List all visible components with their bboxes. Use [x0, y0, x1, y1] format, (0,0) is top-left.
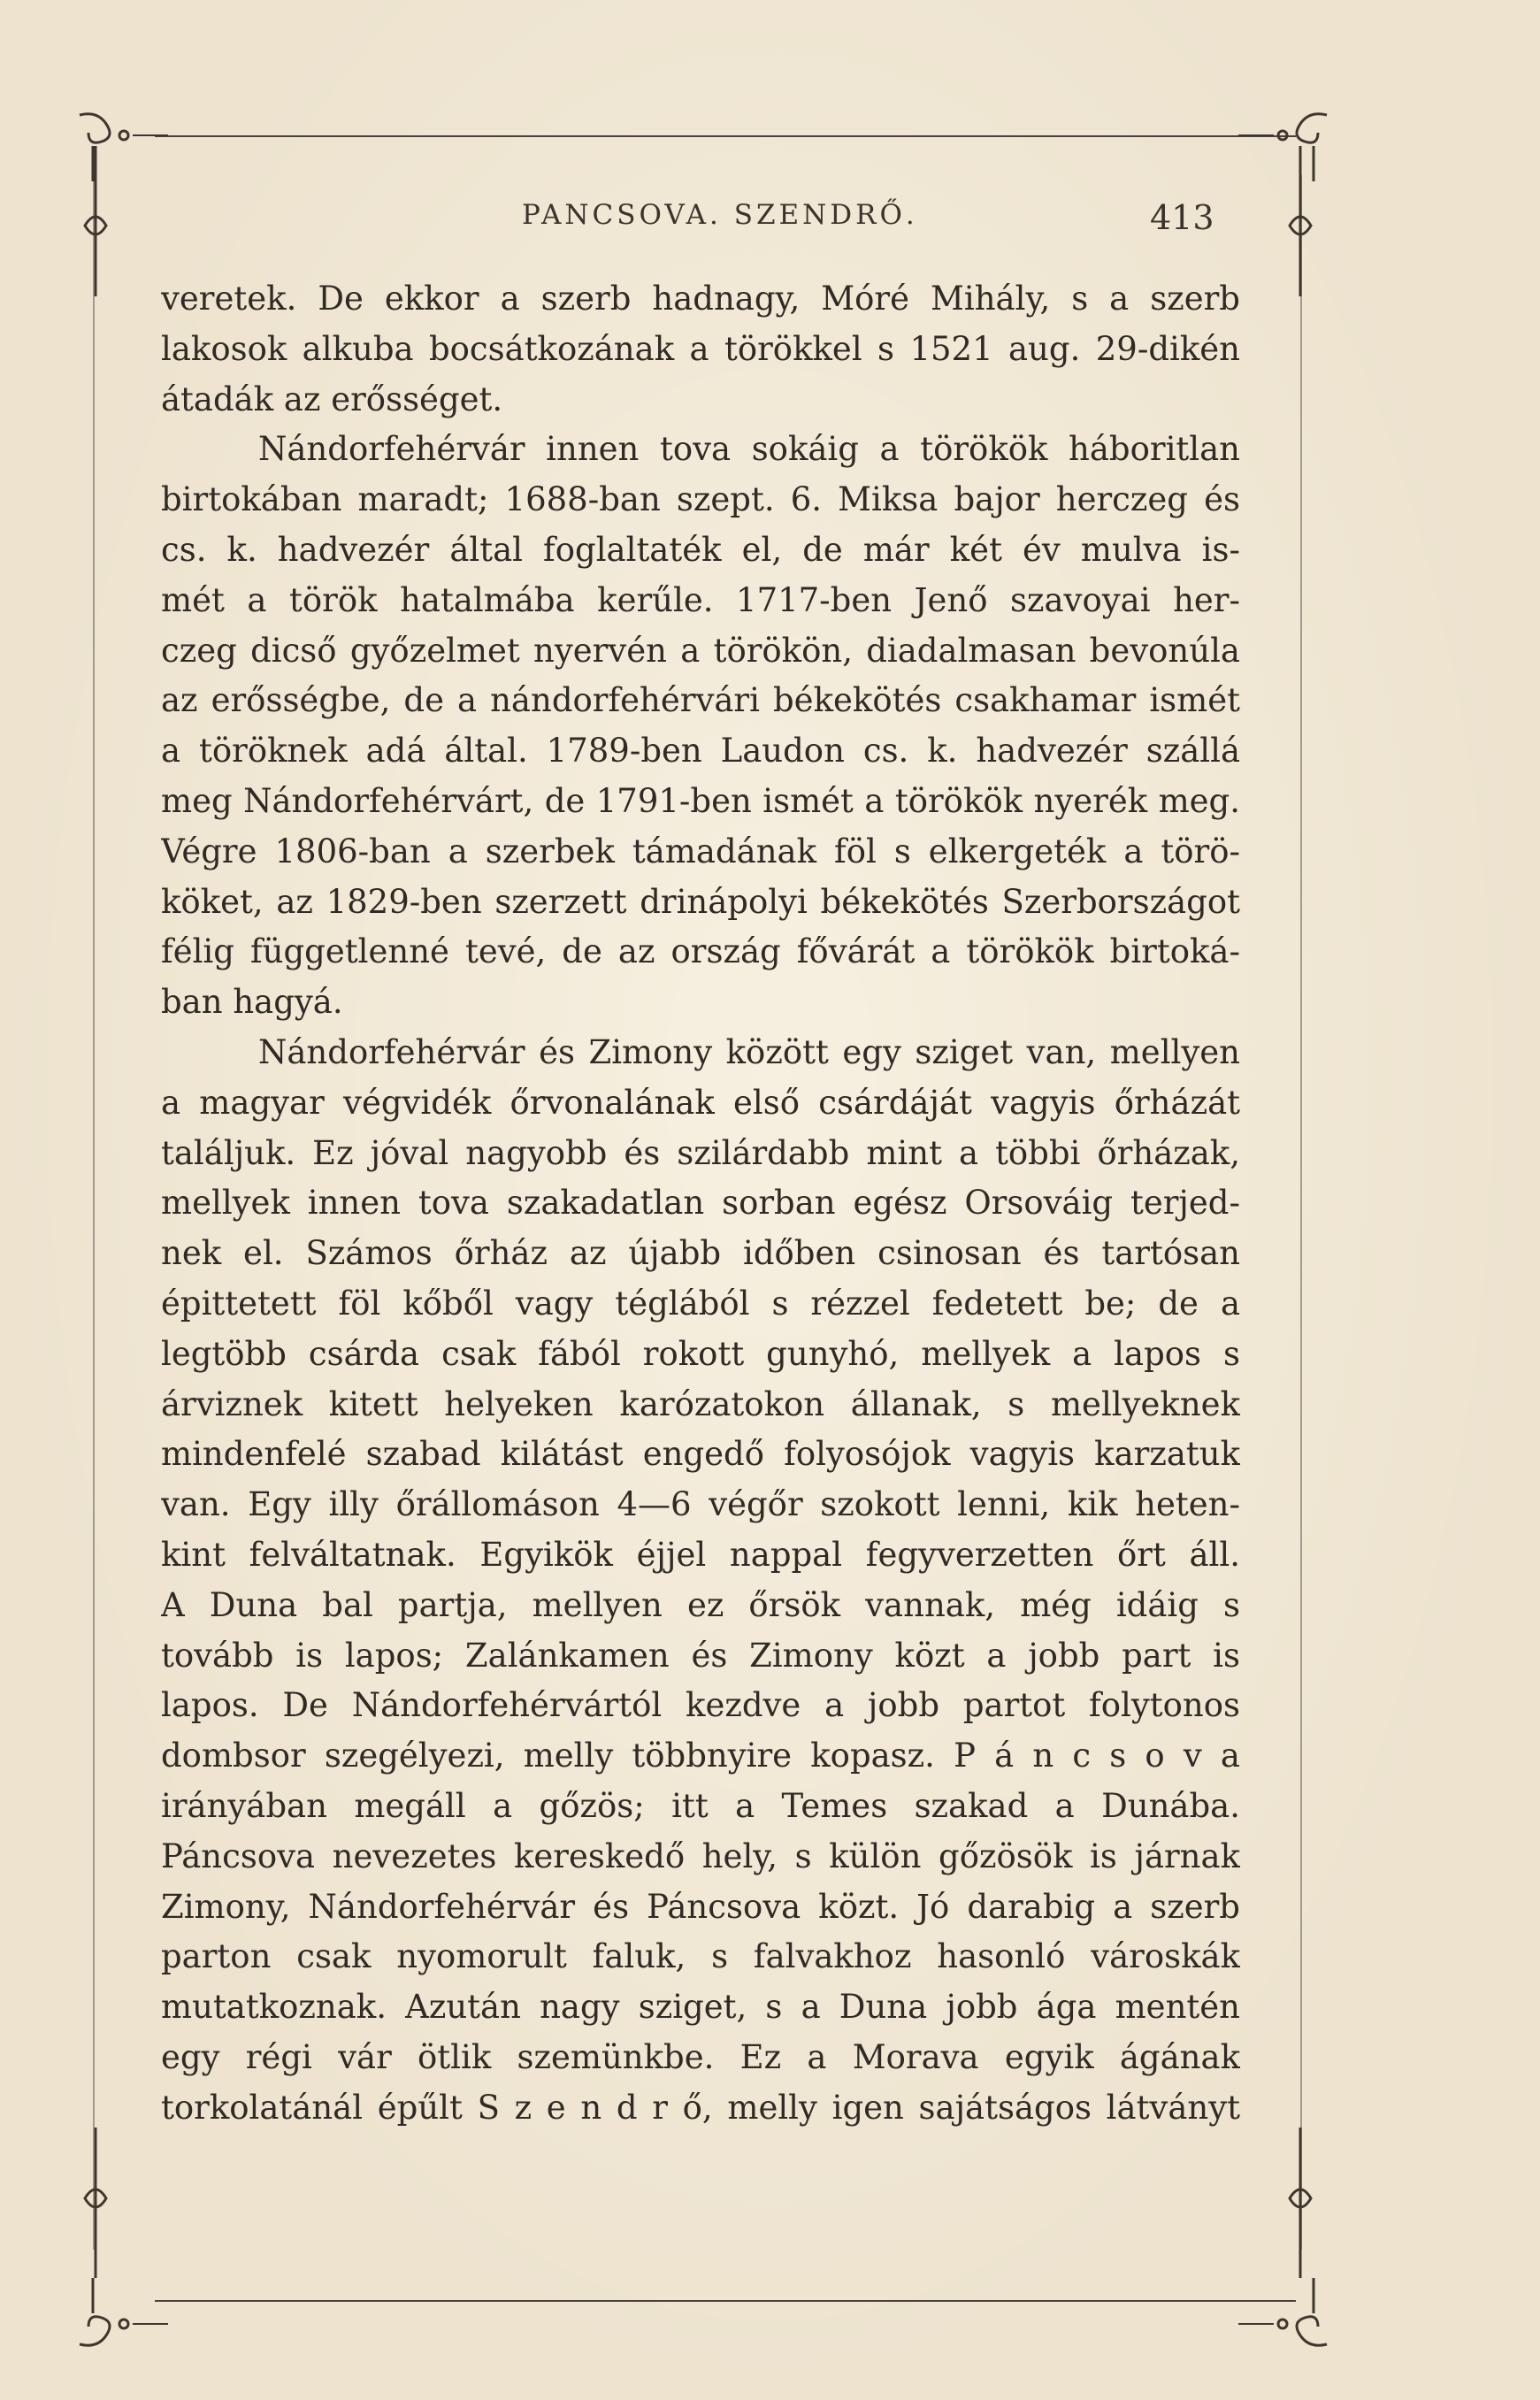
body-text [161, 274, 1240, 2133]
text-line: A Duna bal partja, mellyen ez őrsök vannak, még idáig s [161, 1585, 1240, 1624]
frame-bottom-rule [155, 2300, 1296, 2302]
text-line: irányában megáll a gőzös; itt a Temes szakad a Dunába. [161, 1786, 1240, 1825]
text-line: birtokában maradt; 1688-ban szept. 6. Miksa bajor herczeg és [161, 480, 1240, 519]
text-line: mét a török hatalmába kerűle. 1717-ben Jenő szavoyai her- [161, 580, 1240, 619]
page-number: 413 [1150, 198, 1214, 237]
text-line: mindenfelé szabad kilátást engedő folyosójok vagyis karzatuk [161, 1435, 1240, 1474]
corner-ornament-bottom-right-icon [1230, 2273, 1336, 2353]
frame-top-rule [155, 135, 1296, 137]
text-line: legtöbb csárda csak fából rokott gunyhó, mellyek a lapos s [161, 1334, 1240, 1373]
text-line: találjuk. Ez jóval nagyobb és szilárdabb mint a többi őrházak, [161, 1133, 1240, 1172]
side-ornament-top-left-icon [78, 146, 113, 296]
text-line: van. Egy illy őrállomáson 4—6 végőr szokott lenni, kik heten- [161, 1485, 1240, 1524]
frame-left-rule [93, 175, 95, 2250]
text-line: parton csak nyomorult faluk, s falvakhoz hasonló városkák [161, 1937, 1240, 1976]
text-line: meg Nándorfehérvárt, de 1791-ben ismét a törökök nyerék meg. [161, 781, 1240, 820]
text-line: czeg dicső győzelmet nyervén a törökön, diadalmasan bevonúla [161, 631, 1240, 670]
text-line: Végre 1806-ban a szerbek támadának föl s elkergeték a törö- [161, 832, 1240, 870]
text-line: mellyek innen tova szakadatlan sorban egész Orsováig terjed- [161, 1184, 1240, 1223]
text-line: lapos. De Nándorfehérvártól kezdve a jobb partot folytonos [161, 1686, 1240, 1725]
side-ornament-bottom-right-icon [1283, 2128, 1318, 2278]
text-line: ban hagyá. [161, 983, 343, 1022]
text-line: dombsor szegélyezi, melly többnyire kopasz. P á n c s o v a [161, 1737, 1240, 1775]
text-line: Páncsova nevezetes kereskedő hely, s külön gőzösök is járnak [161, 1836, 1240, 1875]
text-line: egy régi vár ötlik szemünkbe. Ez a Morava egyik ágának [161, 2037, 1240, 2076]
text-line: lakosok alkuba bocsátkozának a törökkel s 1521 aug. 29-dikén [161, 329, 1240, 368]
text-line: az erősségbe, de a nándorfehérvári békekötés csakhamar ismét [161, 681, 1240, 720]
text-line: Nándorfehérvár innen tova sokáig a törökök háboritlan [258, 430, 1240, 469]
text-line: torkolatánál épűlt S z e n d r ő, melly igen sajátságos látványt [161, 2088, 1240, 2127]
text-line: mutatkoznak. Azután nagy sziget, s a Duna jobb ága mentén [161, 1988, 1240, 2027]
text-line: cs. k. hadvezér által foglaltaték el, de már két év mulva is- [161, 530, 1240, 569]
side-ornament-top-right-icon [1283, 146, 1318, 296]
frame-right-rule [1300, 175, 1302, 2250]
corner-ornament-bottom-left-icon [71, 2273, 177, 2353]
text-line: épittetett föl kőből vagy téglából s rézzel fedetett be; de a [161, 1284, 1240, 1323]
text-line: árviznek kitett helyeken karózatokon állanak, s mellyeknek [161, 1384, 1240, 1423]
text-line: a magyar végvidék őrvonalának első csárdáját vagyis őrházát [161, 1083, 1240, 1122]
text-line: a töröknek adá által. 1789-ben Laudon cs. k. hadvezér szállá [161, 732, 1240, 771]
text-line: nek el. Számos őrház az újabb időben csinosan és tartósan [161, 1234, 1240, 1273]
text-line: kint felváltatnak. Egyikök éjjel nappal fegyverzetten őrt áll. [161, 1535, 1240, 1574]
text-line: Zimony, Nándorfehérvár és Páncsova közt. Jó darabig a szerb [161, 1887, 1240, 1926]
text-line: köket, az 1829-ben szerzett drinápolyi békekötés Szerbországot [161, 882, 1240, 921]
running-head: PANCSOVA. SZENDRŐ. [522, 199, 918, 231]
side-ornament-bottom-left-icon [78, 2128, 113, 2278]
text-line: veretek. De ekkor a szerb hadnagy, Móré Mihály, s a szerb [161, 280, 1240, 318]
text-line: Nándorfehérvár és Zimony között egy sziget van, mellyen [258, 1032, 1240, 1071]
text-line: átadák az erősséget. [161, 380, 503, 418]
text-line: félig függetlenné tevé, de az ország fővárát a törökök birtoká- [161, 932, 1240, 971]
text-line: tovább is lapos; Zalánkamen és Zimony közt a jobb part is [161, 1636, 1240, 1675]
